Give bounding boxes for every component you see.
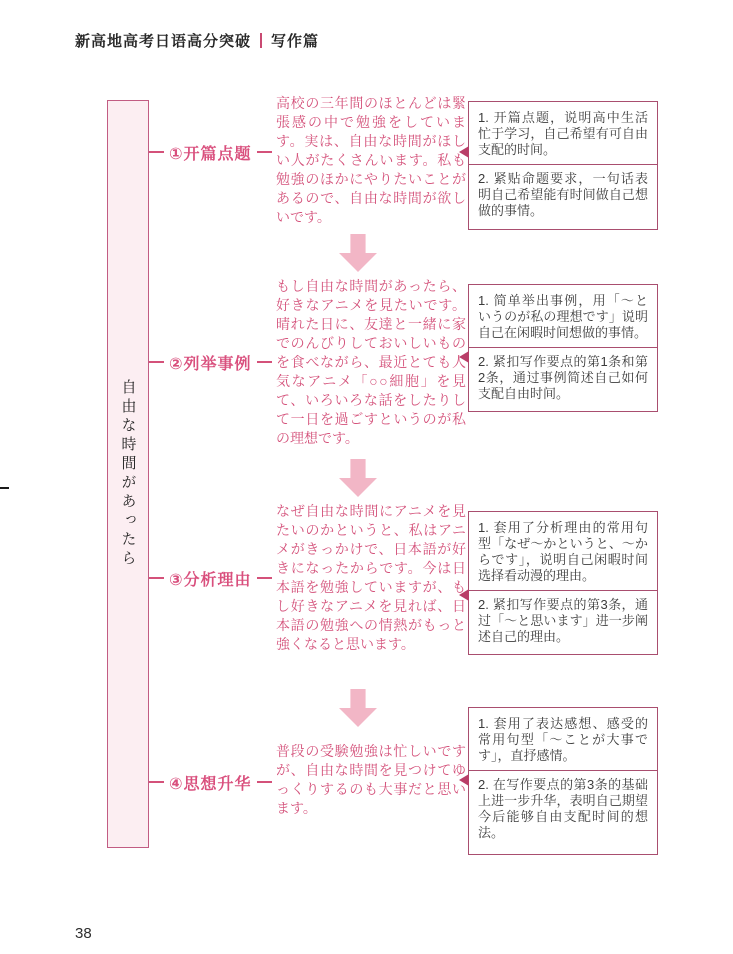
book-series-title: 新高地高考日语高分突破: [75, 33, 252, 50]
connector-dash: [149, 151, 164, 153]
step-label-row-2: [149, 352, 272, 372]
connector-dash: [257, 577, 272, 579]
connector-dash: [257, 151, 272, 153]
note-divider: [469, 164, 657, 165]
down-arrow-icon: [339, 689, 377, 727]
print-crop-mark: [0, 487, 9, 489]
step-label-row-3: [149, 568, 272, 588]
example-paragraph-1: 高校の三年間のほとんどは緊張感の中で勉強をしています。実は、自由な時間がほしい人がたくさんいます。私も勉強のほかにやりたいことがあるので、自由な時間が欲しいです。: [276, 95, 466, 225]
note-item: 1. 开篇点题，说明高中生活忙于学习，自己希望有可自由支配的时间。: [478, 110, 648, 157]
connector-dash: [257, 361, 272, 363]
page-number: 38: [75, 925, 92, 942]
topic-box: [107, 100, 149, 848]
example-paragraph-3: なぜ自由な時間にアニメを見たいのかというと、私はアニメがきっかけで、日本語が好きになったからです。今は日本語を勉強していますが、もし好きなアニメを見れば、日本語の勉強への情熱がもっと強くなると思います。: [276, 503, 466, 652]
connector-dash: [149, 577, 164, 579]
note-pointer-left-icon: [459, 146, 469, 158]
note-item: 1. 简单举出事例，用「～というのが私の理想です」说明自己在闲暇时间想做的事情。: [478, 293, 648, 340]
book-section-title: 写作篇: [271, 33, 320, 50]
note-item: 2. 在写作要点的第3条的基础上进一步升华，表明自己期望今后能够自由支配时间的想法。: [478, 777, 648, 840]
down-arrow-icon: [339, 459, 377, 497]
step-3-label: ③分析理由: [169, 571, 252, 589]
note-box-2: [468, 284, 658, 412]
note-item: 1. 套用了表达感想、感受的常用句型「～ことが大事です」，直抒感情。: [478, 716, 648, 763]
note-box-4: [468, 707, 658, 855]
note-box-1: [468, 101, 658, 230]
down-arrow-icon: [339, 234, 377, 272]
step-label-row-1: [149, 142, 272, 162]
page-header: [75, 30, 319, 51]
example-paragraph-4: 普段の受験勉強は忙しいですが、自由な時間を見つけてゆっくりするのも大事だと思います。: [276, 743, 466, 816]
connector-dash: [149, 781, 164, 783]
step-2-label: ②列举事例: [169, 355, 252, 373]
step-4-label: ④思想升华: [169, 775, 252, 793]
note-pointer-left-icon: [459, 589, 469, 601]
connector-dash: [149, 361, 164, 363]
note-divider: [469, 590, 657, 591]
note-item: 1. 套用了分析理由的常用句型「なぜ～かというと、～からです」，说明自己闲暇时间选择看动漫的理由。: [478, 520, 648, 583]
note-divider: [469, 347, 657, 348]
note-item: 2. 紧扣写作要点的第1条和第2条，通过事例简述自己如何支配自由时间。: [478, 354, 648, 401]
example-paragraph-2: もし自由な時間があったら、好きなアニメを見たいです。晴れた日に、友達と一緒に家でのんびりしておいしいものを食べながら、最近とても人気なアニメ「○○細胞」を見て、いろいろな話をしたりして一日を過ごすというのが私の理想です。: [276, 278, 466, 446]
step-1-label: ①开篇点题: [169, 145, 252, 163]
note-pointer-left-icon: [459, 351, 469, 363]
note-pointer-left-icon: [459, 774, 469, 786]
topic-title-vertical: 自由な時間があったら: [119, 379, 137, 569]
note-item: 2. 紧贴命题要求，一句话表明自己希望能有时间做自己想做的事情。: [478, 171, 648, 218]
note-divider: [469, 770, 657, 771]
header-divider-icon: [260, 33, 262, 48]
step-label-row-4: [149, 772, 272, 792]
connector-dash: [257, 781, 272, 783]
note-box-3: [468, 511, 658, 655]
note-item: 2. 紧扣写作要点的第3条，通过「～と思います」进一步阐述自己的理由。: [478, 597, 648, 644]
